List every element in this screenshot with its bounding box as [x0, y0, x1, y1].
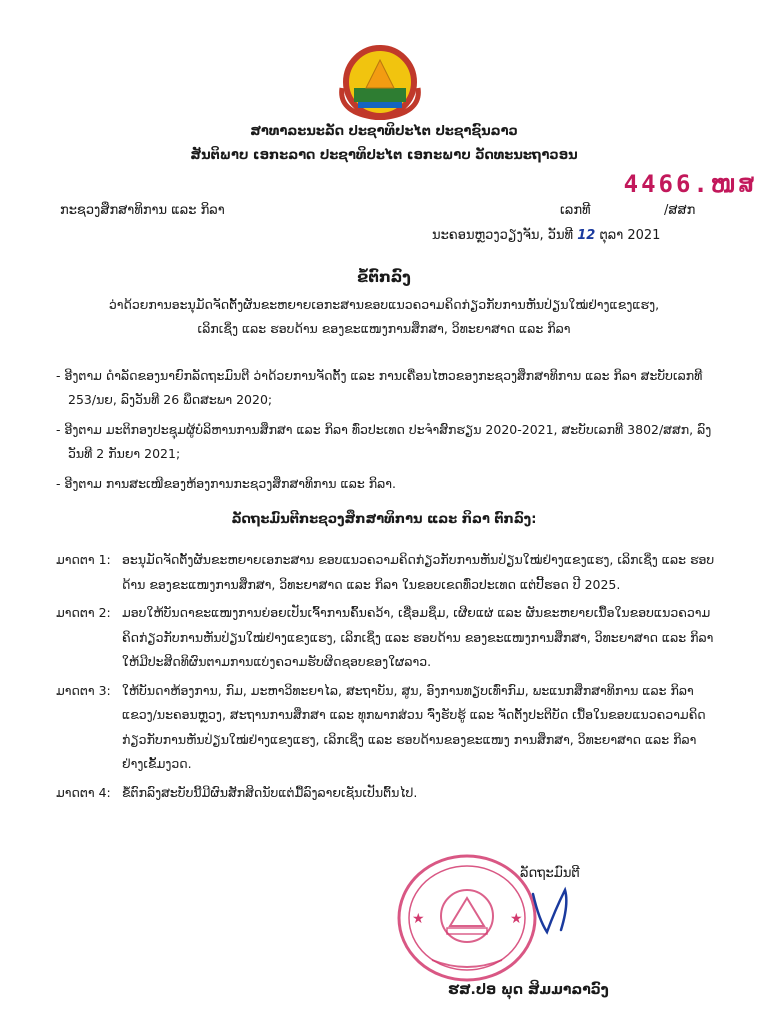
svg-text:★: ★ [412, 911, 425, 927]
place-date-text: ນະຄອນຫຼວງວຽງຈັນ, ວັນທີ [432, 228, 574, 243]
date-rest: ຕຸລາ 2021 [599, 228, 661, 243]
article-text: ຂໍ້ຕົກລົງສະບັບນີ້ມີຜົນສັກສິດນັບແຕ່ມື້ລົງລາຍເຊັນເປັນຕົ້ນໄປ. [122, 784, 418, 800]
article-text: ມອບໃຫ້ບັນດາຂະແໜງການຍ່ອຍເປັນເຈົ້າການຄົ້ນຄວ້າ, ເຊື່ອມຊຶມ, ເຜີຍແຜ່ ແລະ ຜັນຂະຫຍາຍເນື້ອໃນຂອບແນວຄວາມຄິດກ່ຽວກັບການຫັນປ່ຽນໃໝ່ຢ່າງແຂງແຮງ, ເລິກເຊິ່ງ ແລະ ຮອບດ້ານ ຂອງຂະແໜງການສຶກສາ, ວິທະຍາສາດ ແລະ ກິລາ ໃຫ້ມີປະສິດທິຜົນຕາມການແບ່ງຄວາມຮັບຜິດຊອບຂອງໃຜລາວ. [122, 605, 714, 669]
date-day: 12 [577, 228, 596, 243]
reference-item: - ອີງຕາມ ການສະເໜີຂອງຫ້ອງການກະຊວງສຶກສາທິການ ແລະ ກິລາ. [56, 476, 396, 491]
header-line-1: ສາທາລະນະລັດ ປະຊາທິປະໄຕ ປະຊາຊົນລາວ [250, 124, 518, 139]
document-number: 4466.ໜສ [623, 170, 756, 198]
reference-item: - ອີງຕາມ ມະຕິກອງປະຊຸມຜູ້ບໍລິຫານການສຶກສາ ແລະ ກິລາ ທົ່ວປະເທດ ປະຈຳສົກຮຽນ 2020-2021, ສະບັບເລກທີ 3802/ສສກ, ລົງວັນທີ 2 ກັນຍາ 2021; [56, 422, 712, 461]
references-list [56, 364, 716, 502]
article-item [56, 679, 716, 777]
document-subtitle [0, 293, 768, 341]
minister-title: ລັດຖະມົນຕີ [520, 866, 580, 881]
number-suffix: /ສສກ [664, 203, 696, 218]
subtitle-line: ວ່າດ້ວຍການອະນຸມັດຈັດຕັ້ງຜັນຂະຫຍາຍເອກະສານຂອບແນວຄວາມຄິດກ່ຽວກັບການຫັນປ່ຽນໃໝ່ຢ່າງແຂງແຮງ, [108, 297, 660, 312]
place-date [432, 228, 660, 243]
reference-item: - ອີງຕາມ ດຳລັດຂອງນາຍົກລັດຖະມົນຕີ ວ່າດ້ວຍການຈັດຕັ້ງ ແລະ ການເຄື່ອນໄຫວຂອງກະຊວງສຶກສາທິການ ແລະ ກິລາ ສະບັບເລກທີ 253/ນຍ, ລົງວັນທີ 26 ພຶດສະພາ 2020; [56, 368, 703, 407]
document-title: ຂໍ້ຕົກລົງ [357, 268, 411, 286]
articles-list [56, 548, 716, 809]
subtitle-line: ເລິກເຊິ່ງ ແລະ ຮອບດ້ານ ຂອງຂະແໜງການສຶກສາ, ວິທະຍາສາດ ແລະ ກິລາ [197, 321, 571, 336]
number-label: ເລກທີ [560, 203, 591, 218]
national-emblem-icon [336, 44, 424, 120]
article-label: ມາດຕາ 4: [56, 784, 111, 800]
article-label: ມາດຕາ 1: [56, 552, 111, 567]
decision-heading: ລັດຖະມົນຕີກະຊວງສຶກສາທິການ ແລະ ກິລາ ຕົກລົງ: [231, 512, 537, 527]
svg-text:★: ★ [510, 911, 523, 927]
article-text: ອະນຸມັດຈັດຕັ້ງຜັນຂະຫຍາຍເອກະສານ ຂອບແນວຄວາມຄິດກ່ຽວກັບການຫັນປ່ຽນໃໝ່ຢ່າງແຂງແຮງ, ເລິກເຊິ່ງ ແລະ ຮອບດ້ານ ຂອງຂະແໜງການສຶກສາ, ວິທະຍາສາດ ແລະ ກິລາ ໃນຂອບເຂດທົ່ວປະເທດ ແຕ່ປີ້ຮອດ ປີ 2025. [122, 552, 715, 592]
article-item [56, 548, 716, 597]
signature-icon [525, 880, 585, 940]
header-line-2: ສັນຕິພາບ ເອກະລາດ ປະຊາທິປະໄຕ ເອກະພາບ ວັດທະນະຖາວອນ [190, 148, 578, 163]
article-label: ມາດຕາ 2: [56, 605, 111, 620]
ministry-name: ກະຊວງສຶກສາທິການ ແລະ ກິລາ [60, 203, 225, 218]
article-item [56, 601, 716, 675]
article-text: ໃຫ້ບັນດາຫ້ອງການ, ກົມ, ມະຫາວິທະຍາໄລ, ສະຖາບັນ, ສູນ, ອົງການທຽບເທົ່າກົມ, ພະແນກສຶກສາທິການ ແລະ ກິລາ ແຂວງ/ນະຄອນຫຼວງ, ສະຖານການສຶກສາ ແລະ ທຸກພາກສ່ວນ ຈົ່ງຮັບຮູ້ ແລະ ຈັດຕັ້ງປະຕິບັດ ເນື້ອໃນຂອບແນວຄວາມຄິດກ່ຽວກັບການຫັນປ່ຽນໃໝ່ຢ່າງແຂງແຮງ, ເລິກເຊິ່ງ ແລະ ຮອບດ້ານຂອງຂະແໜງ ການສຶກສາ, ວິທະຍາສາດ ແລະ ກິລາ ຢ່າງເຂັ້ມງວດ. [122, 682, 706, 771]
signer-name: ຮສ.ປອ ພຸດ ສິມມາລາວົງ [448, 982, 609, 998]
article-item [56, 781, 716, 806]
article-label: ມາດຕາ 3: [56, 682, 111, 698]
